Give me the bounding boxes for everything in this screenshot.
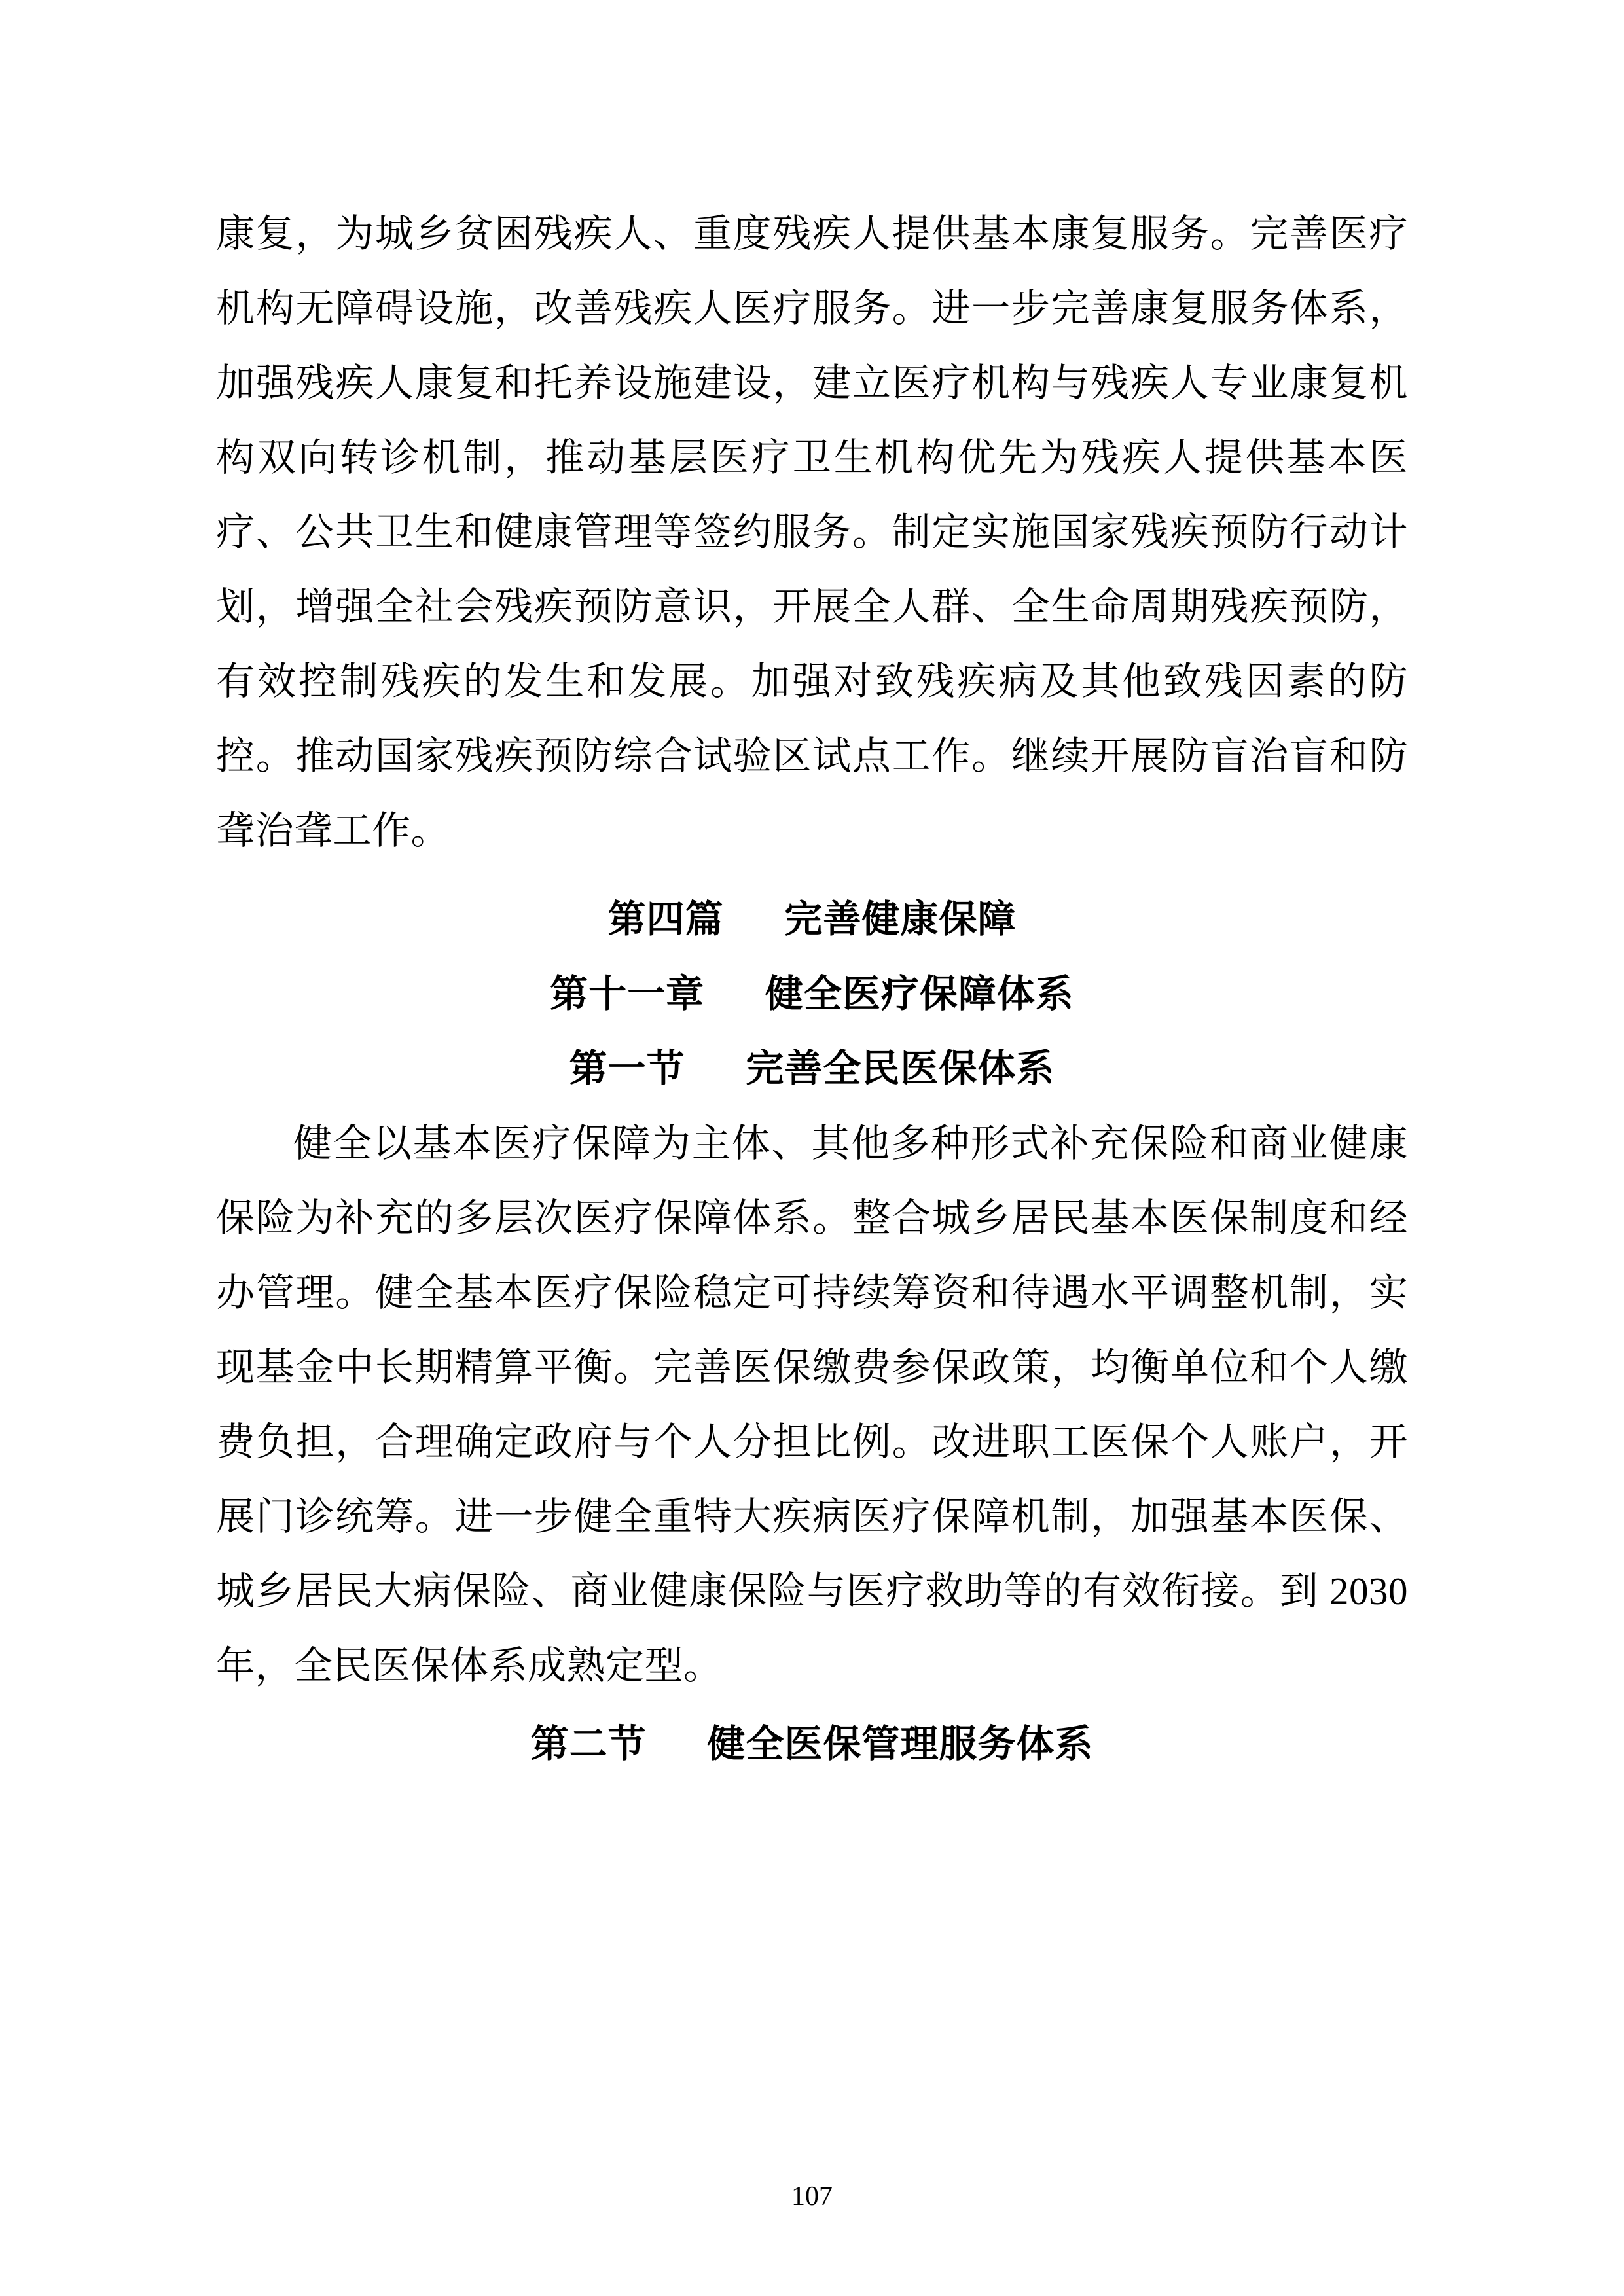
page-number: 107 (791, 2181, 833, 2212)
paragraph-rehabilitation: 康复，为城乡贫困残疾人、重度残疾人提供基本康复服务。完善医疗机构无障碍设施，改善残疾人医疗服务。进一步完善康复服务体系，加强残疾人康复和托养设施建设，建立医疗机构与残疾人专业康复机构双向转诊机制，推动基层医疗卫生机构优先为残疾人提供基本医疗、公共卫生和健康管理等签约服务。制定实施国家残疾预防行动计划，增强全社会残疾预防意识，开展全人群、全生命周期残疾预防，有效控制残疾的发生和发展。加强对致残疾病及其他致残因素的防控。推动国家残疾预防综合试验区试点工作。继续开展防盲治盲和防聋治聋工作。 (216, 212, 1408, 852)
heading-part-four-title: 完善健康保障 (784, 898, 1017, 941)
paragraph-medical-insurance: 健全以基本医疗保障为主体、其他多种形式补充保险和商业健康保险为补充的多层次医疗保障体系。整合城乡居民基本医保制度和经办管理。健全基本医疗保险稳定可持续筹资和待遇水平调整机制，实现基金中长期精算平衡。完善医保缴费参保政策，均衡单位和个人缴费负担，合理确定政府与个人分担比例。改进职工医保个人账户，开展门诊统筹。进一步健全重特大疾病医疗保障机制，加强基本医保、城乡居民大病保险、商业健康保险与医疗救助等的有效衔接。到 2030 年，全民医保体系成熟定型。 (216, 1122, 1408, 1687)
heading-part-four-number: 第四篇 (607, 898, 724, 941)
heading-chapter-eleven-title: 健全医疗保障体系 (765, 973, 1074, 1015)
spacer (216, 868, 1408, 872)
heading-chapter-eleven-number: 第十一章 (550, 973, 705, 1015)
heading-section-one-number: 第一节 (569, 1047, 685, 1090)
heading-section-one-title: 完善全民医保体系 (746, 1047, 1055, 1090)
heading-part-four (216, 882, 1408, 957)
heading-section-two (216, 1707, 1408, 1782)
heading-section-two-title: 健全医保管理服务体系 (707, 1723, 1094, 1765)
heading-section-one (216, 1031, 1408, 1106)
heading-section-two-number: 第二节 (530, 1723, 647, 1765)
heading-chapter-eleven (216, 957, 1408, 1031)
